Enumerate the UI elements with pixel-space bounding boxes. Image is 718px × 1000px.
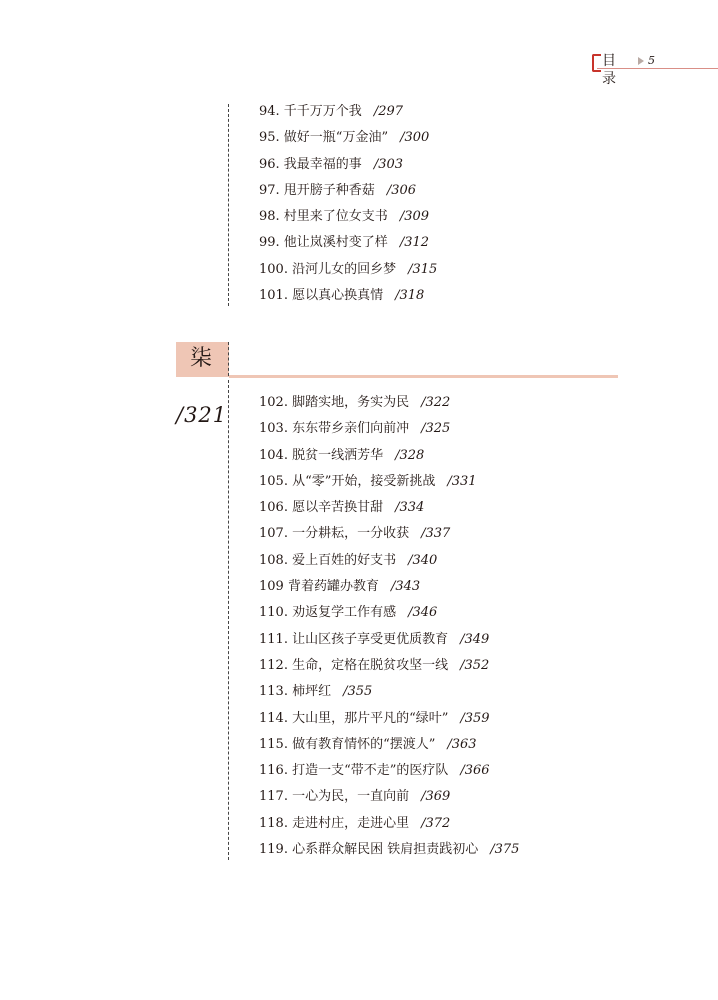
toc-entry-title: 107. 一分耕耘，一分收获 — [259, 526, 410, 542]
toc-entry-title: 114. 大山里，那片平凡的“绿叶” — [259, 710, 449, 726]
toc-entry-title: 94. 千千万万个我 — [259, 104, 362, 119]
toc-entry-page: /355 — [343, 684, 373, 700]
toc-entry-page: /366 — [460, 763, 490, 779]
toc-entry[interactable] — [259, 683, 519, 709]
toc-entry-page: /306 — [386, 182, 417, 198]
toc-entry[interactable] — [259, 762, 519, 788]
toc-entry-title: 104. 脱贫一线洒芳华 — [259, 447, 384, 463]
toc-entry-title: 96. 我最幸福的事 — [259, 156, 362, 172]
toc-entry-title: 111. 让山区孩子享受更优质教育 — [259, 631, 449, 647]
toc-list — [259, 394, 519, 867]
toc-entry-title: 97. 甩开膀子种香菇 — [259, 182, 375, 198]
toc-entry-page: /300 — [400, 130, 430, 146]
toc-entry-title: 108. 爱上百姓的好支书 — [259, 552, 397, 568]
toc-entry[interactable] — [259, 156, 437, 182]
section-heading: 柒 — [190, 346, 213, 371]
dashed-divider — [228, 104, 229, 306]
toc-entry-page: /343 — [390, 579, 421, 595]
toc-entry-title: 112. 生命，定格在脱贫攻坚一线 — [259, 657, 449, 673]
dashed-divider — [228, 342, 229, 376]
toc-entry-page: /318 — [395, 288, 425, 304]
toc-entry-page: /334 — [395, 500, 425, 516]
toc-entry-page: /346 — [408, 605, 438, 621]
toc-entry[interactable] — [259, 420, 519, 446]
toc-entry[interactable] — [259, 473, 519, 499]
toc-entry-title: 118. 走进村庄，走进心里 — [259, 815, 410, 831]
toc-entry[interactable] — [259, 631, 519, 657]
toc-entry-page: /369 — [421, 789, 451, 805]
toc-entry[interactable] — [259, 208, 437, 234]
toc-entry-page: /359 — [460, 710, 490, 726]
toc-entry-title: 98. 村里来了位女支书 — [259, 209, 388, 225]
toc-entry[interactable] — [259, 841, 519, 867]
toc-entry[interactable] — [259, 499, 519, 525]
toc-entry[interactable] — [259, 103, 437, 129]
toc-entry-page: /322 — [421, 395, 451, 410]
toc-entry[interactable] — [259, 525, 519, 551]
toc-entry[interactable] — [259, 394, 519, 420]
toc-entry[interactable] — [259, 657, 519, 683]
toc-entry-page: /312 — [399, 235, 430, 251]
toc-entry-title: 117. 一心为民，一直向前 — [259, 789, 410, 805]
toc-entry-page: /325 — [421, 421, 451, 437]
toc-entry-title: 110. 劝返复学工作有感 — [259, 605, 397, 621]
dashed-divider — [228, 380, 229, 860]
toc-entry-title: 102. 脚踏实地，务实为民 — [259, 395, 410, 410]
toc-entry[interactable] — [259, 604, 519, 630]
toc-entry-page: /372 — [421, 815, 451, 831]
toc-entry-title: 105. 从“零”开始，接受新挑战 — [259, 473, 436, 489]
toc-entry-page: /340 — [408, 552, 438, 568]
toc-entry[interactable] — [259, 234, 437, 260]
toc-entry[interactable] — [259, 129, 437, 155]
toc-entry-page: /349 — [460, 631, 490, 647]
toc-entry-page: /297 — [373, 104, 404, 119]
toc-entry-page: /352 — [460, 657, 490, 673]
toc-entry[interactable] — [259, 261, 437, 287]
toc-entry[interactable] — [259, 182, 437, 208]
toc-entry[interactable] — [259, 788, 519, 814]
toc-entry-title: 115. 做有教育情怀的“摆渡人” — [259, 736, 436, 752]
toc-entry-title: 100. 沿河儿女的回乡梦 — [259, 261, 397, 277]
toc-entry[interactable] — [259, 710, 519, 736]
toc-entry-title: 116. 打造一支“带不走”的医疗队 — [259, 763, 449, 779]
section-rule — [229, 375, 618, 378]
toc-entry-title: 99. 他让岚溪村变了样 — [259, 235, 388, 251]
header-page-number: 5 — [648, 54, 655, 67]
toc-entry-title: 109 背着药罐办教育 — [259, 579, 379, 595]
toc-entry-page: /331 — [447, 473, 477, 489]
toc-entry-title: 103. 东东带乡亲们向前冲 — [259, 421, 410, 437]
section-heading-tab — [176, 342, 229, 377]
toc-entry[interactable] — [259, 447, 519, 473]
toc-entry-page: /315 — [408, 261, 438, 277]
toc-entry-title: 106. 愿以辛苦换甘甜 — [259, 500, 384, 516]
bookmark-icon — [592, 54, 601, 72]
toc-entry-title: 113. 柿坪红 — [259, 684, 332, 700]
toc-entry[interactable] — [259, 578, 519, 604]
toc-entry-page: /328 — [395, 447, 425, 463]
toc-entry-title: 119. 心系群众解民困 铁肩担责践初心 — [259, 842, 479, 858]
section-start-page: /321 — [176, 403, 228, 427]
triangle-right-icon — [638, 57, 644, 65]
toc-entry-page: /363 — [447, 736, 477, 752]
toc-entry[interactable] — [259, 287, 437, 313]
toc-entry-page: /309 — [399, 209, 430, 225]
toc-list — [259, 103, 437, 313]
toc-entry-page: /375 — [490, 842, 520, 858]
toc-entry-page: /303 — [373, 156, 404, 172]
toc-entry-title: 101. 愿以真心换真情 — [259, 288, 384, 304]
header-title: 目录 — [602, 53, 617, 87]
toc-entry-page: /337 — [421, 526, 451, 542]
toc-entry[interactable] — [259, 552, 519, 578]
toc-entry[interactable] — [259, 736, 519, 762]
header-rule — [597, 68, 718, 69]
toc-entry-title: 95. 做好一瓶“万金油” — [259, 130, 389, 146]
toc-entry[interactable] — [259, 815, 519, 841]
